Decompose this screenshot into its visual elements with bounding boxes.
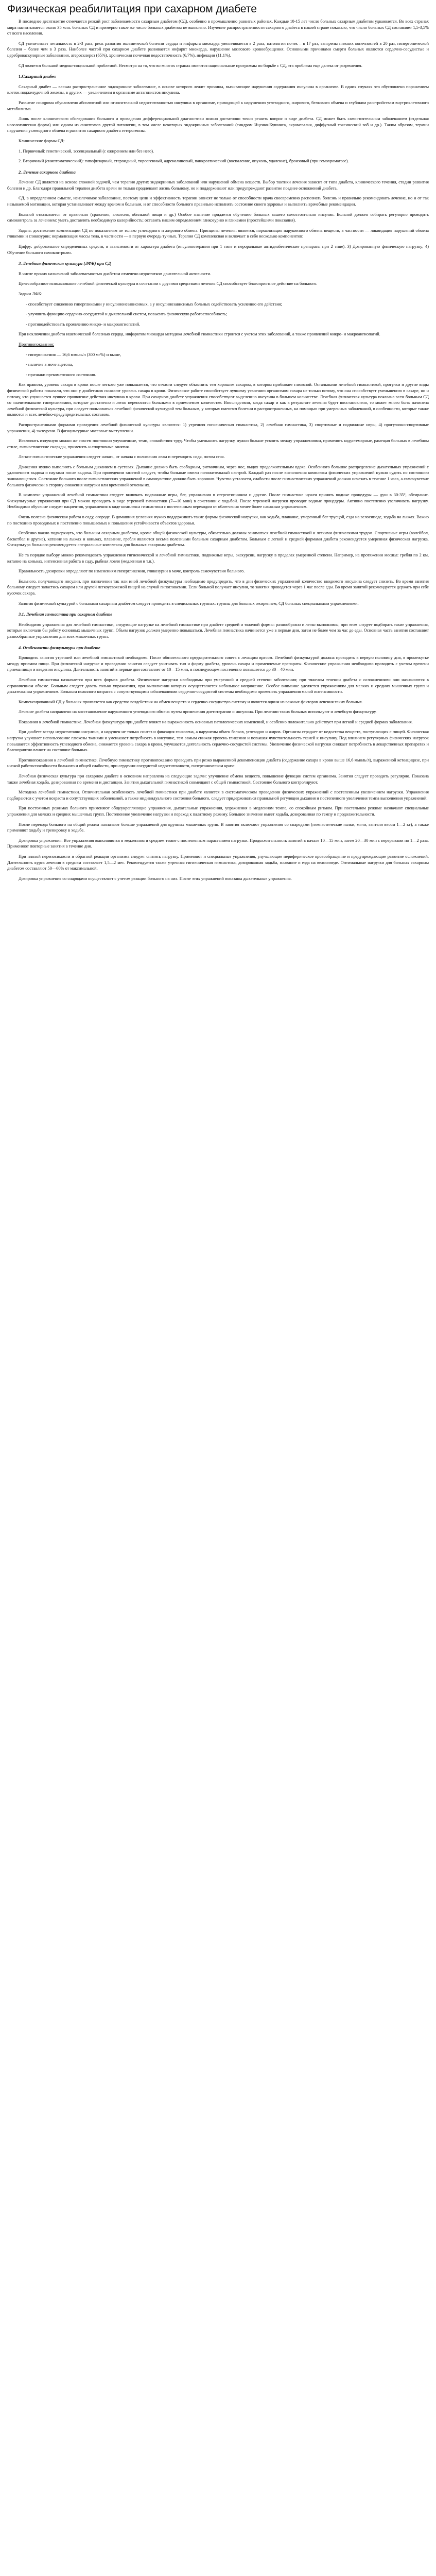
- body-paragraph: Больного, получающего инсулин, при назначении так или иной лечебной физкультуры необходимо предупредить, что в дни физических упражнений количество вводимого инсулина следует снизить. Во время занятия больному следует запастись сахаром или другой легкоусвояемой пищей на случай гипогликемии. Если больной получает инсулин, то занятия проводятся через 1 час после еды. Во время занятий рекомендуется держать при себе кусочек сахара.: [7, 579, 429, 596]
- section-heading: 3.1. Лечебная гимнастика при сахарном диабете: [19, 612, 112, 617]
- list-item: - противодействовать проявлению микро- и макроангиопатий.: [26, 321, 141, 327]
- body-paragraph: Цифру: добровольное определенных средств, в зависимости от характера диабета (инсулинотерапия при 1 типе и пероральные антидиабетические препараты при 2 типе). 3) Дозированную физическую нагрузку; 4) Обучение больного самоконтролю.: [7, 244, 429, 255]
- body-paragraph: Лечебная физическая культура при сахарном диабете в основном направлена на следующие задачи: улучшение обмена веществ, повышение функции систем организма. Занятия следует проводить регулярно. Показана также лечебная ходьба, дозированная по времени и дистанции. Занятия дыхательной гимнастикой совмещают с общей гимнастикой. Состояние больного контролируют.: [7, 774, 429, 785]
- body-paragraph: Лечение диабета направлено на восстановление нарушенного углеводного обмена путем применения диетотерапии и инсулина. При лечении таких больных используют и лечебную физкультуру.: [19, 709, 377, 715]
- body-paragraph: В комплекс упражнений лечебной гимнастики следует включать подвижные игры, бег, упражнения в стереотипичном и другие. После гимнастике нужен принять водные процедуры — душ в 30-35°, обтирание. Физкультурные упражнения при СД можно проводить в виде утренней гимнастики (7—10 мин) в сочетании с ходьбой. После утренней нагрузки проводят водные процедуры. Активно постепенно увеличивать нагрузку. Необходимо обучение следует пациентов, упражнения в виде комплекса гимнастики с постепенным переходом от облегчения менее более сложным упражнениям.: [7, 493, 429, 510]
- body-paragraph: При диабете всегда недостаточно инсулина, и нарушен не только синтез и фиксация гликогена, а нарушены обмен белков, углеводов и жиров. Организм страдает от недостатка веществ, поступающих с пищей. Физическая нагрузка улучшает использование глюкозы тканями и уменьшает потребность в инсулине, тем самым снижая уровень гликемии и повышая чувствительность тканей к инсулину. Под влиянием регулярных физических нагрузок повышается эффективность углеводного обмена, снижается уровень сахара в крови, улучшается деятельность сердечно-сосудистой системы. Увеличение физической нагрузки снижает потребность в лекарственных препаратах и благоприятно влияет на состояние больных.: [7, 730, 429, 753]
- page-title: Физическая реабилитация при сахарном диабете: [7, 3, 257, 15]
- document: [0, 0, 436, 882]
- body-paragraph: Проводить занятия утренней или лечебной гимнастикой необходимо. После обязательного предварительного совета с лечащим врачом. Лечебной физкультурой должна проводить в первую половину дня, в промежутке между приемом пищи. При физической нагрузке и проведении занятия следует учитывать тип и форму диабета, уровень сахара и применяемые препараты. Физические упражнения необходимо проводить с учетом времени приема пищи и введения инсулина. Длительность занятий в первые дни составляет от 10—15 мин, в последующем постепенно повышается до 30—40 мин.: [7, 655, 429, 672]
- body-paragraph: Необходимо упражнения для лечебной гимнастики, следующие нагрузке на лечебной гимнастике при диабете средней и тяжелой формы: разнообразно и легко выполнимы, при этом следует подбирать такие упражнения, которые включали бы работу основных мышечных групп. Объем нагрузок должен умеренно повышаться. Лечебная гимнастика начинается уже в первые дни, затем не более чем за час до еды. Основная часть занятия составляет разнообразные упражнения для всех мышечных групп.: [7, 622, 429, 639]
- section-heading: 4. Особенности физкультуры при диабете: [19, 645, 100, 650]
- body-paragraph: Клинические формы СД:: [19, 138, 65, 143]
- section-heading: 1.Сахарный диабет: [19, 74, 56, 79]
- list-item: - способствует снижению гипергликемии у инсулинонезависимых, а у инсулинозависимых больных содействовать усилению его действия;: [26, 301, 282, 307]
- body-paragraph: Лечебная гимнастика назначается при всех формах диабета. Физические нагрузки необходимы при умеренной и средней степени заболевания; при тяжелом течении диабета с осложнениями они назначаются в ограниченном объеме. Больным следует давать только упражнения, при выполнении которых осуществляется небольшое напряжение. Особое внимание уделяется упражнениям для мелких и средних мышечных групп и дыхательным упражнениям. Больным пожилого возраста с сопутствующими заболеваниями сердечно-сосудистой системы необходимо применять упражнения малой интенсивности.: [7, 677, 429, 694]
- list-item: - улучшить функцию сердечно-сосудистой и дыхательной систем, повысить физическую работоспособность;: [26, 312, 228, 317]
- list-item: - гипергликемия — 16,6 ммоль/л (300 мг%) и выше,: [26, 352, 121, 357]
- body-paragraph: Лишь после клинического обследования больного и проведения дифференциальной диагностики можно достаточно точно решить вопрос о виде диабета. СД может быть самостоятельным заболеванием (отдельная нозологическая форма) или одним из симптомов другой патологии, в том числе некоторых эндокринных заболеваний (синдром Иценко-Кушинга, акромегалия, диффузный токсический зоб и др.). Таким образом, термин нарушения углеводного обмена и развития сахарного диабета гетерогенны.: [7, 116, 429, 133]
- section-heading: 2. Лечение сахарного диабета: [19, 170, 76, 175]
- intro-paragraph: СД увеличивает летальность в 2-3 раза, риск развития ишемической болезни сердца и инфаркта миокарда увеличивается в 2 раза, патологии почек – в 17 раз, гангрены нижних конечностей в 20 раз, гипертонической болезни – более чем в 3 раза. Наиболее частой при сахарном диабете развивается инфаркт миокарда, нарушение мозгового кровообращения. Основными причинами смерти больных являются сердечно-сосудистые и цереброваскулярные заболевания, атеросклероз (65%), хроническая почечная недостаточность (6,7%), инфекции (11,1%).: [7, 41, 429, 58]
- body-paragraph: Движения нужно выполнять с больным дыханием в суставах. Дыхание должно быть свободным, ритмичным, через нос, выдох продолжительным вдоха. Особенного большое распределение дыхательных упражнений с удлинением выдоха и паузами после выдоха. При проведении занятий следует, чтобы больные имели положительный настрой. Каждый раз после выполнения комплекса физических упражнений нужно судить по состоянию занимающегося. Состояние больного после гимнастических упражнений в самочувствие должно быть хорошим. Чувство усталости, слабости после гимнастических упражнений должно исчезать в течение 1 часа, а самочувствие больного физически в сторону снижения нагрузки или временной отмены их.: [7, 464, 429, 487]
- body-paragraph: Методика лечебной гимнастики. Отличительная особенность лечебной гимнастики при диабете является в систематическом проведении физических упражнений с постепенным увеличением нагрузки. Упражнения подбираются с учетом возраста и сопутствующих заболеваний, а также индивидуального состояния больного, следует придерживаться правильной регуляции дыхания и постепенного увеличения темпа выполнения упражнений.: [7, 790, 429, 801]
- body-paragraph: После перевода больного на общий режим назначают больше упражнений для крупных мышечных групп. В занятия включают упражнения со снарядами (гимнастические палки, мячи, гантели весом 1—2 кг), а также применяют ходьбу и тренировку в ходьбе.: [7, 822, 429, 833]
- body-paragraph: Занятия физической культурой с больными сахарным диабетом следует проводить в специальных группах: группы для больных ожирением, СД больных специальными упражнениями.: [19, 601, 359, 606]
- body-paragraph: В числе прочих назначений заболеваемостью диабетом отмечено недостатком двигательной активности.: [19, 271, 212, 276]
- body-paragraph: Лечение СД является на основе сложной задачей, чем терапия других эндокринных заболеваний или нарушений обмена веществ. Выбор тактики лечения зависит от типа диабета, клинического течения, стадии развития болезни и др. Благодаря правильной терапии диабета врачи не только продлевают жизнь больному, но и поддерживают или предупреждают развитие позднее осложнений диабета.: [7, 180, 429, 191]
- body-paragraph: Исключать излучную можно же совсем постоянно улучшенные, темп, спокойствия труд. Чтобы уменьшить нагрузку, нужно больше усвоить между упражнениями, применять кодустемарные, рамещая больных в лечебном стиле, гимнастические снаряды, применять и спортивные занятия.: [7, 438, 429, 449]
- body-paragraph: Больной отказывается от правильно (сражения, алкоголя, обильной пищи и др.) Особое значение придается обучению больных вашего самостоятельно инсулин. Больной должен собирать регулярно проводить самоконтроль за лечением: уметь доставлять необходимую калорийность; оставить нашим определением гликозурию и гликемии (простейшими показания).: [7, 212, 429, 223]
- body-paragraph: Противопоказания:: [19, 342, 55, 347]
- body-paragraph: Дозировка упражнения со снарядами осуществляет с учетом реакции больного на них. После этих упражнений показаны дыхательные упражнения.: [19, 876, 292, 881]
- body-paragraph: Задачи ЛФК:: [19, 292, 43, 296]
- body-paragraph: Компенсированный СД у больных проявляется как средство воздействия на обмен веществ и сердечно-сосудистую систему и является одним из важных факторов лечения таких больных.: [19, 699, 363, 704]
- body-paragraph: При исключении диабета ишемической болезнью сердца, инфарктом миокарда методика лечебной гимнастики строится с учетом этих заболеваний, а также проявлений микро- и макроангиопатий.: [19, 332, 380, 337]
- body-paragraph: При плохой переносимости и обратной реакции организма следует снизить нагрузку. Применяют и специальные упражнения, улучшающие периферическое кровообращение и предупреждающие развитие осложнений. Длительность курса лечения в среднем составляет 1,5—2 мес. Рекомендуется также утренняя гигиеническая гимнастика, дозированная ходьба, плавание и езда на велосипеде. Оптимальные нагрузки для больных сахарным диабетом составляют 50—60% от максимальной.: [7, 854, 429, 871]
- body-paragraph: Показания к лечебной гимнастике. Лечебная физкультура при диабете влияет на выраженность основных патологических изменений, и особенно положительно действует при легкой и средней формах заболевания.: [19, 719, 413, 724]
- body-paragraph: Противопоказания к лечебной гимнастике. Лечебную гимнастику противопоказано проводить при резко выраженной декомпенсации диабета (содержание сахара в крови выше 16,6 ммоль/л), выраженной кетоацидозе, при низкой работоспособности больного и общей слабости, при сердечно-сосудистой недостаточности, гипертоническом кризе.: [7, 757, 429, 769]
- section-heading: 3. Лечебная физическая культура (ЛФК) при СД: [19, 261, 111, 266]
- list-item: 1. Первичный: генетический, эссенциальный (с ожирением или без него).: [19, 148, 154, 154]
- intro-paragraph: В последнее десятилетие отмечается резкий рост заболеваемости сахарным диабетом (СД), особенно в промышленно развитых районах. Каждые 10-15 лет число больных сахарным диабетом удваивается. Во всех странах мира насчитывается около 35 млн. больных СД и примерно такое же число больных диабетом не выявлено. Изучение распространенности сахарного диабета в нашей стране показало, что число больных СД составляет 1,5-3,5% от всего населения.: [7, 19, 429, 36]
- body-paragraph: Как правило, уровень сахара в крови после легкого уже повышается, что отчасти следует объяснить тем хорошим сахаром, в котором прибывает глюкозой. Остальными лечебной гимнастикой, прогулки и другие виды физической работы показали, что они у диабетиков снижают уровень сахара в крови. Физическое работе способствует лучшему усвоению организмом сахара не только потому, что она способствует уменьшению в сахаре, но и потому, что улучшается лучшее проявление действия инсулина в крови. При сахарном диабете упражнения способствуют выделению инсулина в большем количестве. Лечебная физическая культура показана всем больным СД со значительными гипергликемии, которые достаточно и легко переносятся больными в приемлемом количестве. Впоследствии, когда сахар и как в результате лечения будет восстановлено, то может много быть начинена лечебной физической культура, при следует пользоваться лечебной физической культурой тем больным, у которых имеются болезни в распространенных, на помощью при умеренных заболеваний, в особенности, которые также являются и всех лечебно-предупредительных составом.: [7, 382, 429, 417]
- body-paragraph: Легкие гимнастические упражнения следует начать, от начала с положения лежа и переходить сидя, потом стоя.: [19, 454, 225, 460]
- body-paragraph: Очень полезна физическая работа в саду, огороде. В домашних условиях нужно поддерживать такие формы физической нагрузки, как ходьба, плавание, умеренный бег трусцой, езда на велосипеде, ходьба на лыжах. Важно по постоянно проводимых и постепенно повышаемых и повышения устойчивости объектов здоровья.: [7, 515, 429, 526]
- body-paragraph: Развитие синдрома обусловлено абсолютной или относительной недостаточностью инсулина в организме, приводящей к нарушению углеводного, жирового, белкового обмена и глубоким расстройствам внутриклеточного метаболизма.: [7, 100, 429, 111]
- body-paragraph: Правильность дозировки определяют по изменениям гипергликемии, гликозурии в моче, контроль самочувствия больного.: [19, 569, 245, 574]
- body-paragraph: Распространенными формами проведения лечебной физической культуры являются: 1) утренняя гигиеническая гимнастика, 2) лечебная гимнастика, 3) спортивные и подвижные игры, 4) прогулочно-спортивные упражнения, 4) экскурсии. В физкультурные массовые выступлении.: [7, 422, 429, 433]
- intro-paragraph: СД является большой медико-социальной проблемой. Несмотря на то, что во многих странах имеются национальные программы по борьбе с СД, эта проблема еще далека от разрешения.: [19, 63, 362, 68]
- body-paragraph: Дозировка упражнения. Все упражнения выполняются в медленном и среднем темпе с постепенным нарастанием нагрузки. Продолжительность занятий в начале 10—15 мин, затем 20—30 мин с перерывами по 1—2 раза. Применяют повторные занятия в течение дня.: [7, 838, 429, 849]
- body-paragraph: При постоянных режимах больного применяют общеукрепляющие упражнения, дыхательные упражнения, упражнения в медленном темпе, со спокойным ритмом. При постельном режиме назначают специальные упражнения для мелких и средних мышечных групп. Постепенное увеличение нагрузки и переход к палатному режиму. Большое значение имеет ходьба, дозированная по темпу и продолжительности.: [7, 806, 429, 817]
- body-paragraph: Особенно важно подчеркнуть, что больным сахарным диабетом, кроме общей физической культуры, обязательно должны заниматься лечебной гимнастикой и легкими физическими трудом. Спортивные игры (волейбол, баскетбол и другие), катание на лыжах и коньках, плавание, гребля являются весьма полезными больным сахарным диабетом. Больным с легкой и средней формами диабета рекомендуется умеренная физическая нагрузка. Физкультура больного рекомендуется специальные комплексы для больных сахарным диабетом.: [7, 531, 429, 548]
- body-paragraph: Задача: достижение компенсации СД по показателям не только углеводного и жирового обмена. Принципы лечения: является, нормализация нарушенного обмена веществ, в частности — ликвидация нарушений обмена гликемии и гликозурии; нормализация массы тела, в частности — в первую очередь тучных. Терапия СД комплексная и включает в себя несколько компонентов:: [7, 228, 429, 239]
- body-paragraph: СД, в определенном смысле, неизлечимое заболевание, поэтому цели и эффективность терапии зависят не только от способности врача своевременно распознать болезнь и правильно рекомендовать лечение, но и от так называемой мотивации, которая устанавливает между врачом и больным, и от способности больного правильно исполнять состояние своего здоровья и выполнять врачебные рекомендации.: [7, 196, 429, 207]
- list-item: - признаки прекоматозного состояния.: [26, 372, 96, 377]
- body-paragraph: Не та порядке выбору можно рекомендовать упражнения гигиенической и лечебной гимнастики, подвижные игры, экскурсии, нагрузку в пределах умеренной степени. Например, на протяжении месяца: гребля по 2 км, катание на коньках, интенсивная работа в саду, рыбная ловля (медленная и т.п.).: [7, 553, 429, 564]
- list-item: - наличие в моче ацетона,: [26, 362, 73, 367]
- body-paragraph: Сахарный диабет — весьма распространенное эндокринное заболевание, в основе которого лежит причины, вызывающие нарушения содержания инсулина в организме. В одних случаях это обусловлено поражением клеток поджелудочной железы, в других — увеличением в организме антагонистов инсулина.: [7, 84, 429, 95]
- list-item: 2. Вторичный (симптоматический): гипофизарный, стероидный, тиреогенный, адреналиновый, панкреатический (воспаление, опухоль, удаление), бронзовый (при гемохроматозе).: [19, 159, 349, 164]
- body-paragraph: Целесообразное использование лечебной физической культуры в сочетании с другими средствами лечения СД способствует благоприятное действие на больного.: [19, 281, 318, 286]
